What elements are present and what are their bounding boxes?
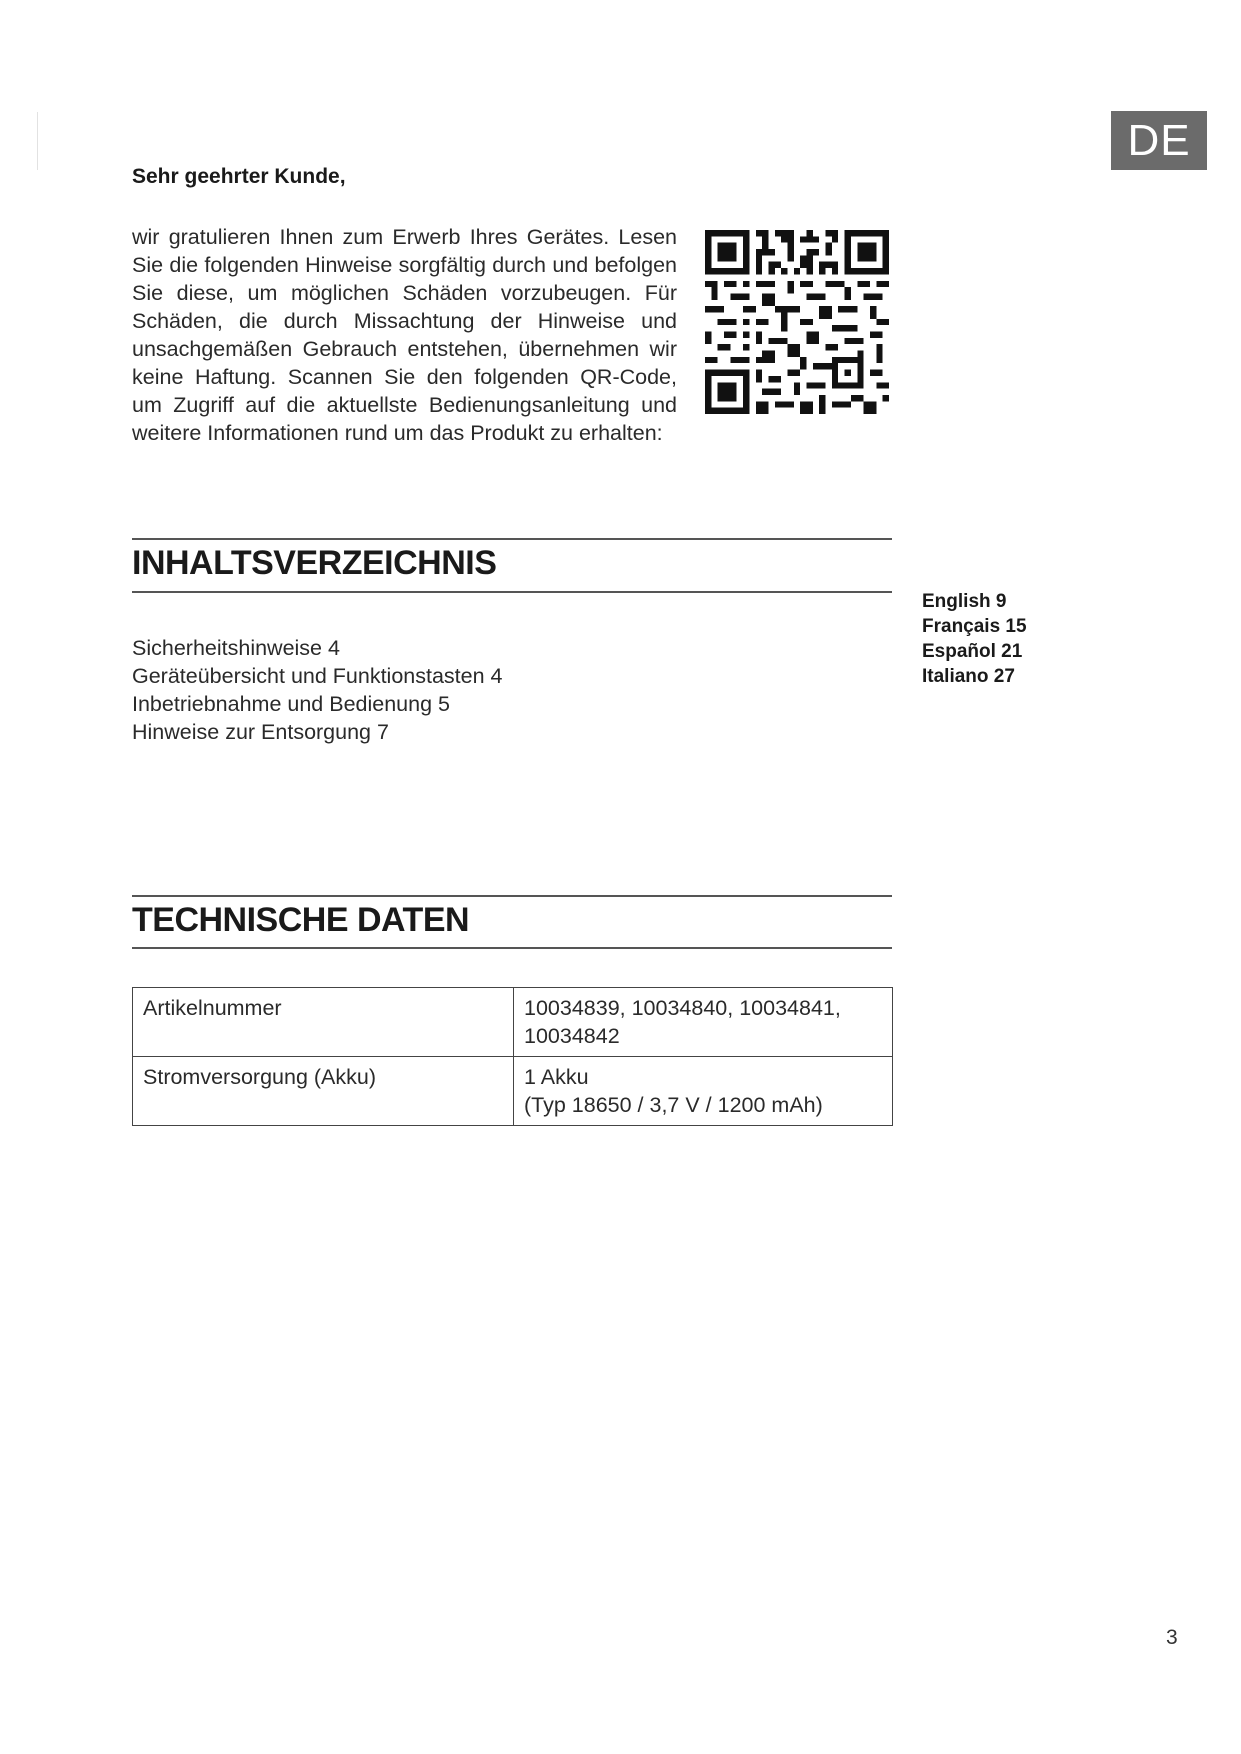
techdata-rule-bottom [132,947,892,949]
other-languages-list [922,589,1027,689]
contents-item[interactable]: Inbetriebnahme und Bedienung 5 [132,692,450,716]
language-item-french[interactable]: Français 15 [922,616,1027,637]
contents-rule-top [132,538,892,540]
page-edge-mark [37,112,38,170]
contents-list [132,634,503,746]
language-badge: DE [1111,111,1207,170]
page-number: 3 [1166,1626,1178,1649]
greeting: Sehr geehrter Kunde, [132,165,346,188]
table-cell-value [514,988,893,1057]
table-cell-label: Stromversorgung (Akku) [133,1057,514,1126]
qr-code[interactable] [705,230,889,414]
value-line: 10034842 [524,1024,620,1048]
intro-paragraph: wir gratulieren Ihnen zum Erwerb Ihres Gerätes. Lesen Sie die folgenden Hinweise sorgfältig durch und befolgen Sie diese, um möglichen Schäden vorzubeugen. Für Schäden, die durch Missachtung der Hinweise und unsachgemäßen Gebrauch entstehen, übernehmen wir keine Haftung. Scannen Sie den folgenden QR-Code, um Zugriff auf die aktuellste Bedienungsanleitung und weitere Informationen rund um das Produkt zu erhalten: [132,225,677,445]
contents-item[interactable]: Hinweise zur Entsorgung 7 [132,720,389,744]
language-item-english[interactable]: English 9 [922,591,1007,612]
techdata-rule-top [132,895,892,897]
language-item-spanish[interactable]: Español 21 [922,641,1023,662]
table-cell-label: Artikelnummer [133,988,514,1057]
techdata-title: TECHNISCHE DATEN [132,901,470,939]
table-row [133,988,893,1057]
contents-title: INHALTSVERZEICHNIS [132,544,497,582]
value-line: 1 Akku [524,1065,589,1089]
table-cell-value [514,1057,893,1126]
qr-code-icon [705,230,889,414]
contents-item[interactable]: Geräteübersicht und Funktionstasten 4 [132,664,503,688]
contents-item[interactable]: Sicherheitshinweise 4 [132,636,340,660]
language-item-italian[interactable]: Italiano 27 [922,666,1015,687]
table-row [133,1057,893,1126]
value-line: 10034839, 10034840, 10034841, [524,996,841,1020]
contents-rule-bottom [132,591,892,593]
value-line: (Typ 18650 / 3,7 V / 1200 mAh) [524,1093,823,1117]
tech-data-table [132,987,893,1126]
